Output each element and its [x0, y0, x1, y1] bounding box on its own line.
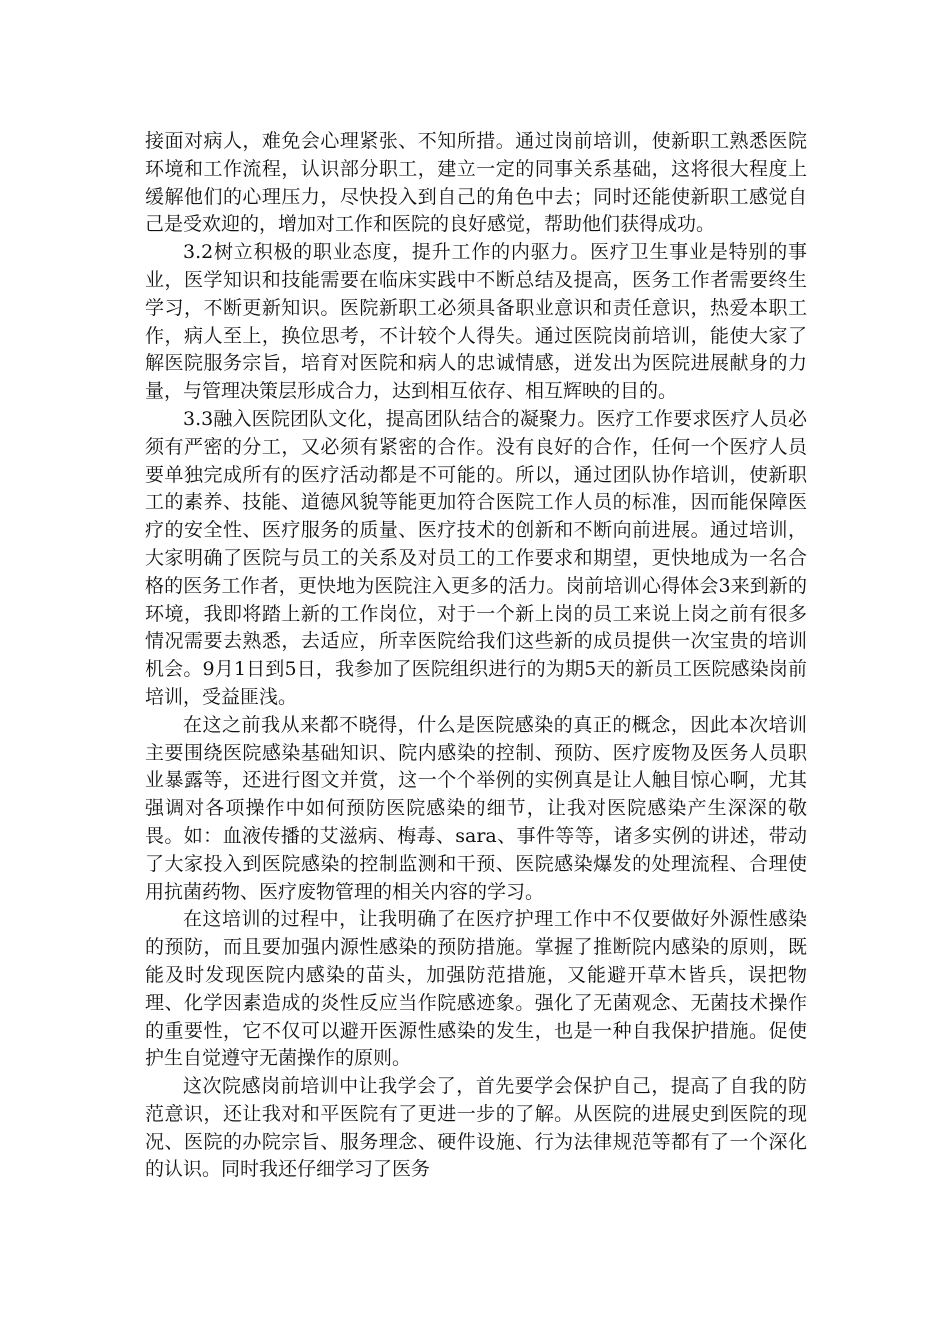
document-page	[145, 128, 807, 1184]
paragraph-3: 3.3融入医院团队文化，提高团队结合的凝聚力。医疗工作要求医疗人员必须有严密的分工，又必须有紧密的合作。没有良好的合作，任何一个医疗人员要单独完成所有的医疗活动都是不可能的。所以，通过团队协作培训，使新职工的素养、技能、道德风貌等能更加符合医院工作人员的标准，因而能保障医疗的安全性、医疗服务的质量、医疗技术的创新和不断向前进展。通过培训，大家明确了医院与员工的关系及对员工的工作要求和期望，更快地成为一名合格的医务工作者，更快地为医院注入更多的活力。岗前培训心得体会3来到新的环境，我即将踏上新的工作岗位，对于一个新上岗的员工来说上岗之前有很多情况需要去熟悉，去适应，所幸医院给我们这些新的成员提供一次宝贵的培训机会。9月1日到5日，我参加了医院组织进行的为期5天的新员工医院感染岗前培训，受益匪浅。	[145, 407, 807, 708]
paragraph-4: 在这之前我从来都不晓得，什么是医院感染的真正的概念，因此本次培训主要围绕医院感染基础知识、院内感染的控制、预防、医疗废物及医务人员职业暴露等，还进行图文并赏，这一个个举例的实例真是让人触目惊心啊，尤其强调对各项操作中如何预防医院感染的细节，让我对医院感染产生深深的敬畏。如：血液传播的艾滋病、梅毒、sara、事件等等，诸多实例的讲述，带动了大家投入到医院感染的控制监测和干预、医院感染爆发的处理流程、合理使用抗菌药物、医疗废物管理的相关内容的学习。	[145, 713, 807, 903]
paragraph-2: 3.2树立积极的职业态度，提升工作的内驱力。医疗卫生事业是特别的事业，医学知识和技能需要在临床实践中不断总结及提高，医务工作者需要终生学习，不断更新知识。医院新职工必须具备职业意识和责任意识，热爱本职工作，病人至上，换位思考，不计较个人得失。通过医院岗前培训，能使大家了解医院服务宗旨，培育对医院和病人的忠诚情感，迸发出为医院进展献身的力量，与管理决策层形成合力，达到相互依存、相互辉映的目的。	[145, 241, 807, 403]
paragraph-5: 在这培训的过程中，让我明确了在医疗护理工作中不仅要做好外源性感染的预防，而且要加强内源性感染的预防措施。掌握了推断院内感染的原则，既能及时发现医院内感染的苗头，加强防范措施，又能避开草木皆兵，误把物理、化学因素造成的炎性反应当作院感迹象。强化了无菌观念、无菌技术操作的重要性，它不仅可以避开医源性感染的发生，也是一种自我保护措施。促使护生自觉遵守无菌操作的原则。	[145, 908, 807, 1070]
paragraph-6: 这次院感岗前培训中让我学会了，首先要学会保护自己，提高了自我的防范意识，还让我对和平医院有了更进一步的了解。从医院的进展史到医院的现况、医院的办院宗旨、服务理念、硬件设施、行为法律规范等都有了一个深化的认识。同时我还仔细学习了医务	[145, 1075, 807, 1181]
paragraph-1: 接面对病人，难免会心理紧张、不知所措。通过岗前培训，使新职工熟悉医院环境和工作流程，认识部分职工，建立一定的同事关系基础，这将很大程度上缓解他们的心理压力，尽快投入到自己的角色中去；同时还能使新职工感觉自己是受欢迎的，增加对工作和医院的良好感觉，帮助他们获得成功。	[145, 130, 807, 236]
